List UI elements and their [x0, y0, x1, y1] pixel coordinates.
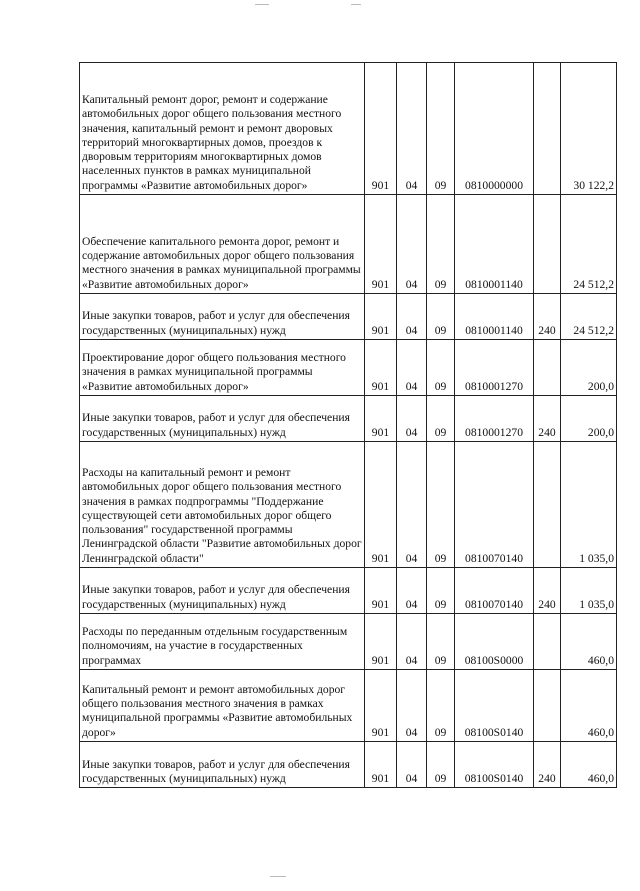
row-rz-cell: 04 — [397, 614, 427, 670]
row-gr-cell: 901 — [365, 340, 397, 396]
table-row — [80, 294, 617, 340]
row-name-cell — [80, 195, 365, 294]
row-name: Иные закупки товаров, работ и услуг для обеспечения государственных (муниципальных) нужд — [82, 583, 350, 611]
row-gr-cell: 901 — [365, 195, 397, 294]
row-sum-cell: 460,0 — [561, 670, 617, 742]
row-vr-cell — [534, 614, 561, 670]
row-name-cell — [80, 396, 365, 442]
row-csr-cell: 0810001270 — [455, 340, 534, 396]
row-vr-cell — [534, 195, 561, 294]
row-name: Проектирование дорог общего пользования местного значения в рамках муниципальной программы «Развитие автомобильных дорог» — [82, 351, 346, 393]
row-csr-cell: 08100S0140 — [455, 670, 534, 742]
row-pr-cell: 09 — [427, 742, 455, 788]
scan-artifact-top — [255, 4, 365, 7]
row-rz-cell: 04 — [397, 63, 427, 195]
row-name-cell — [80, 742, 365, 788]
row-rz-cell: 04 — [397, 294, 427, 340]
row-rz-cell: 04 — [397, 568, 427, 614]
row-sum-cell: 1 035,0 — [561, 442, 617, 568]
row-name-cell — [80, 294, 365, 340]
row-name-cell — [80, 670, 365, 742]
row-pr-cell: 09 — [427, 396, 455, 442]
row-rz-cell: 04 — [397, 742, 427, 788]
row-gr-cell: 901 — [365, 742, 397, 788]
row-pr-cell: 09 — [427, 670, 455, 742]
row-rz-cell: 04 — [397, 442, 427, 568]
row-name: Обеспечение капитального ремонта дорог, ремонт и содержание автомобильных дорог общего пользования местного значения в рамках муниципальной программы «Развитие автомобильных дорог» — [82, 234, 361, 291]
row-pr-cell: 09 — [427, 614, 455, 670]
row-pr-cell: 09 — [427, 442, 455, 568]
table-row — [80, 670, 617, 742]
row-sum-cell: 1 035,0 — [561, 568, 617, 614]
row-csr-cell: 0810001140 — [455, 294, 534, 340]
row-gr-cell: 901 — [365, 396, 397, 442]
row-rz-cell: 04 — [397, 340, 427, 396]
row-csr-cell: 0810001270 — [455, 396, 534, 442]
row-sum-cell: 24 512,2 — [561, 195, 617, 294]
scan-artifact-bottom — [270, 876, 310, 879]
row-vr-cell: 240 — [534, 396, 561, 442]
row-csr-cell: 0810000000 — [455, 63, 534, 195]
budget-table-body — [80, 63, 617, 788]
row-pr-cell: 09 — [427, 294, 455, 340]
row-csr-cell: 0810070140 — [455, 442, 534, 568]
row-name-cell — [80, 568, 365, 614]
table-row — [80, 63, 617, 195]
row-pr-cell: 09 — [427, 568, 455, 614]
row-vr-cell: 240 — [534, 294, 561, 340]
row-sum-cell: 30 122,2 — [561, 63, 617, 195]
row-vr-cell: 240 — [534, 568, 561, 614]
table-row — [80, 396, 617, 442]
row-csr-cell: 08100S0000 — [455, 614, 534, 670]
row-csr-cell: 0810001140 — [455, 195, 534, 294]
row-sum-cell: 24 512,2 — [561, 294, 617, 340]
row-name-cell — [80, 614, 365, 670]
row-sum-cell: 460,0 — [561, 614, 617, 670]
row-gr-cell: 901 — [365, 63, 397, 195]
row-vr-cell — [534, 442, 561, 568]
row-gr-cell: 901 — [365, 442, 397, 568]
table-row — [80, 195, 617, 294]
table-row — [80, 340, 617, 396]
row-name: Расходы на капитальный ремонт и ремонт автомобильных дорог общего пользования местного значения в рамках подпрограммы "Поддержание существующей сети автомобильных дорог общего пользования" государственной программы Ленинградской области "Развитие автомобильных дорог Ленинградской области" — [82, 465, 362, 565]
budget-table — [79, 62, 617, 788]
row-sum-cell: 460,0 — [561, 742, 617, 788]
row-vr-cell: 240 — [534, 742, 561, 788]
row-csr-cell: 08100S0140 — [455, 742, 534, 788]
table-row — [80, 568, 617, 614]
row-pr-cell: 09 — [427, 195, 455, 294]
row-pr-cell: 09 — [427, 63, 455, 195]
row-name-cell — [80, 340, 365, 396]
row-vr-cell — [534, 670, 561, 742]
table-row — [80, 614, 617, 670]
row-gr-cell: 901 — [365, 670, 397, 742]
table-row — [80, 442, 617, 568]
table-row — [80, 742, 617, 788]
row-csr-cell: 0810070140 — [455, 568, 534, 614]
row-name: Капитальный ремонт дорог, ремонт и содержание автомобильных дорог общего пользования местного значения, капитальный ремонт и ремонт дворовых территорий многоквартирных домов, проездов к дворовым территориям многоквартирных домов населенных пунктов в рамках муниципальной программы «Развитие автомобильных дорог» — [82, 92, 342, 192]
row-name: Иные закупки товаров, работ и услуг для обеспечения государственных (муниципальных) нужд — [82, 757, 350, 786]
row-rz-cell: 04 — [397, 195, 427, 294]
row-pr-cell: 09 — [427, 340, 455, 396]
row-gr-cell: 901 — [365, 568, 397, 614]
row-name-cell — [80, 63, 365, 195]
row-gr-cell: 901 — [365, 294, 397, 340]
row-sum-cell: 200,0 — [561, 396, 617, 442]
row-name-cell — [80, 442, 365, 568]
row-sum-cell: 200,0 — [561, 340, 617, 396]
row-vr-cell — [534, 63, 561, 195]
row-rz-cell: 04 — [397, 396, 427, 442]
row-gr-cell: 901 — [365, 614, 397, 670]
row-name: Капитальный ремонт и ремонт автомобильных дорог общего пользования местного значения в рамках муниципальной программы «Развитие автомобильных дорог» — [82, 682, 353, 739]
row-name: Иные закупки товаров, работ и услуг для обеспечения государственных (муниципальных) нужд — [82, 411, 350, 439]
row-name: Иные закупки товаров, работ и услуг для обеспечения государственных (муниципальных) нужд — [82, 309, 350, 337]
row-vr-cell — [534, 340, 561, 396]
row-rz-cell: 04 — [397, 670, 427, 742]
row-name: Расходы по переданным отдельным государственным полномочиям, на участие в государственных программах — [82, 625, 348, 667]
